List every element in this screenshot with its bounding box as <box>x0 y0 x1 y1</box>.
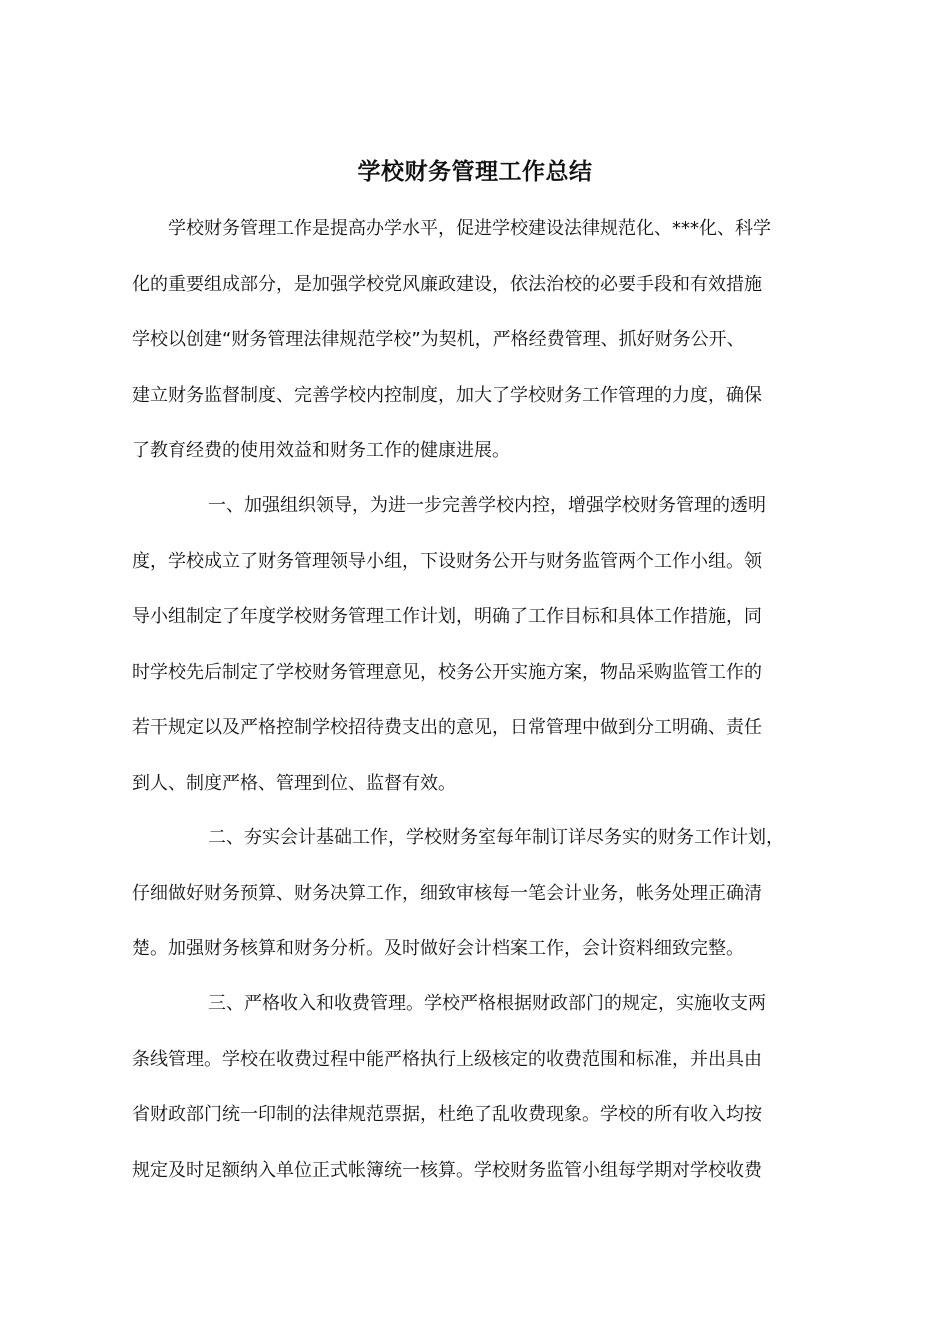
paragraph-line: 度，学校成立了财务管理领导小组，下设财务公开与财务监管两个工作小组。领 <box>132 550 762 572</box>
paragraph-line: 了教育经费的使用效益和财务工作的健康进展。 <box>132 440 510 461</box>
paragraph-line: 到人、制度严格、管理到位、监督有效。 <box>132 772 456 794</box>
paragraph-section-3 <box>132 976 822 1198</box>
paragraph-line: 学校财务管理工作是提高办学水平，促进学校建设法律规范化、***化、科学 <box>168 218 771 239</box>
paragraph-line: 若干规定以及严格控制学校招待费支出的意见，日常管理中做到分工明确、责任 <box>132 717 762 738</box>
paragraph-line: 学校以创建“财务管理法律规范学校”为契机，严格经费管理、抓好财务公开、 <box>132 329 745 350</box>
paragraph-line: 楚。加强财务核算和财务分析。及时做好会计档案工作，会计资料细致完整。 <box>132 938 744 959</box>
paragraph-line: 仔细做好财务预算、财务决算工作，细致审核每一笔会计业务，帐务处理正确清 <box>132 882 762 904</box>
paragraph-line: 化的重要组成部分，是加强学校党风廉政建设，依法治校的必要手段和有效措施 <box>132 273 762 295</box>
paragraph-section-1 <box>132 478 822 811</box>
paragraph-section-2 <box>132 810 822 977</box>
paragraph-line: 时学校先后制定了学校财务管理意见，校务公开实施方案，物品采购监管工作的 <box>132 661 762 683</box>
paragraph-line: 省财政部门统一印制的法律规范票据，杜绝了乱收费现象。学校的所有收入均按 <box>132 1104 762 1125</box>
paragraph-line: 二、夯实会计基础工作，学校财务室每年制订详尽务实的财务工作计划， <box>208 827 784 848</box>
paragraph-line: 一、加强组织领导，为进一步完善学校内控，增强学校财务管理的透明 <box>208 495 766 516</box>
paragraph-line: 建立财务监督制度、完善学校内控制度，加大了学校财务工作管理的力度，确保 <box>132 384 762 406</box>
paragraph-line: 三、严格收入和收费管理。学校严格根据财政部门的规定，实施收支两 <box>208 993 766 1014</box>
paragraph-line: 导小组制定了年度学校财务管理工作计划，明确了工作目标和具体工作措施，同 <box>132 606 762 627</box>
document-title: 学校财务管理工作总结 <box>357 159 593 185</box>
paragraph-line: 条线管理。学校在收费过程中能严格执行上级核定的收费范围和标准，并出具由 <box>132 1048 762 1070</box>
paragraph-intro <box>132 201 822 479</box>
paragraph-line: 规定及时足额纳入单位正式帐簿统一核算。学校财务监管小组每学期对学校收费 <box>132 1159 762 1181</box>
